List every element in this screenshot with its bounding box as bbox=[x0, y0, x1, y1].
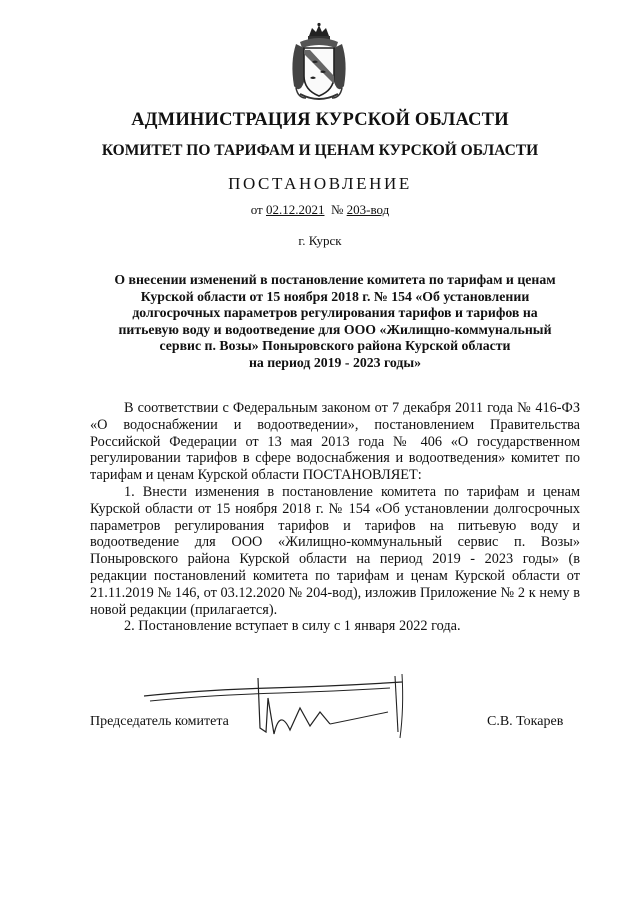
committee-name: КОМИТЕТ ПО ТАРИФАМ И ЦЕНАМ КУРСКОЙ ОБЛАСТИ bbox=[101, 142, 539, 159]
organization-name: АДМИНИСТРАЦИЯ КУРСКОЙ ОБЛАСТИ bbox=[131, 110, 509, 130]
document-title bbox=[80, 272, 590, 372]
document-date-number bbox=[0, 202, 640, 218]
coat-of-arms-icon bbox=[286, 22, 352, 104]
title-line: Курской области от 15 ноября 2018 г. № 154 «Об установлении bbox=[140, 288, 530, 304]
title-line: на период 2019 - 2023 годы» bbox=[248, 354, 422, 370]
signatory-name: С.В. Токарев bbox=[487, 714, 564, 729]
number-prefix: № bbox=[330, 202, 344, 217]
document-city: г. Курск bbox=[298, 233, 342, 248]
item-2-paragraph: 2. Постановление вступает в силу с 1 января 2022 года. bbox=[124, 618, 461, 635]
title-line: О внесении изменений в постановление комитета по тарифам и ценам bbox=[114, 272, 556, 287]
date-prefix: от bbox=[250, 202, 263, 217]
document-body bbox=[90, 400, 580, 635]
title-line: сервис п. Возы» Поныровского района Курской области bbox=[159, 338, 511, 354]
item-1-paragraph: 1. Внести изменения в постановление комитета по тарифам и ценам Курской области от 15 ноября 2018 г. № 154 «Об установлении долгосрочных параметров регулирования тарифов и тарифов на питьевую воду и водоотведение для ООО «Жилищно-коммунальный сервис п. Возы» Поныровского района Курской области на период 2019 - 2023 годы» (в редакции постановлений комитета по тарифам и ценам Курской области от 21.11.2019 № 146, от 03.12.2020 № 204-вод), изложив Приложение № 2 к нему в новой редакции (прилагается). bbox=[90, 483, 580, 618]
signature-icon bbox=[140, 668, 430, 746]
preamble-paragraph: В соответствии с Федеральным законом от 7 декабря 2011 года № 416-ФЗ «О водоснабжении и водоотведении», постановлением Правительства Российской Федерации от 13 мая 2013 года № 406 «О государственном регулировании тарифов в сфере водоснабжения и водоотведения» комитет по тарифам и ценам Курской области ПОСТАНОВЛЯЕТ: bbox=[90, 400, 580, 484]
signatory-position: Председатель комитета bbox=[90, 714, 229, 729]
document-date: 02.12.2021 bbox=[265, 202, 325, 217]
document-type: ПОСТАНОВЛЕНИЕ bbox=[228, 174, 412, 193]
title-line: питьевую воду и водоотведение для ООО «Жилищно-коммунальный bbox=[118, 321, 552, 337]
title-line: долгосрочных параметров регулирования тарифов и тарифов на bbox=[132, 305, 538, 321]
document-number: 203-вод bbox=[346, 202, 390, 217]
